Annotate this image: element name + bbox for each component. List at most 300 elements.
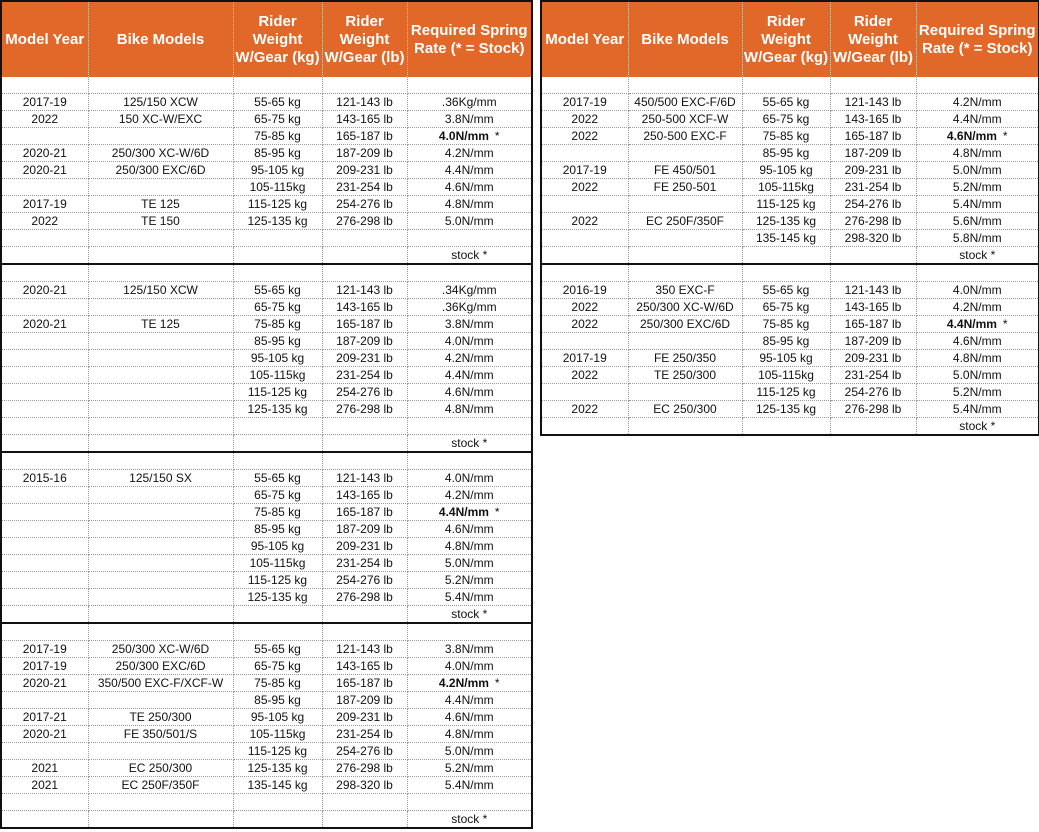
spring-rate-cell: 5.2N/mm <box>407 572 532 589</box>
bike-model-cell <box>628 264 742 282</box>
stock-marker: * <box>1002 317 1008 331</box>
weight-lb-cell: 143-165 lb <box>322 111 407 128</box>
weight-lb-cell: 121-143 lb <box>322 282 407 299</box>
spring-rate-cell: 4.8N/mm <box>407 726 532 743</box>
bike-model-cell: 250-500 EXC-F <box>628 128 742 145</box>
header-bike-models: Bike Models <box>628 1 742 77</box>
spring-rate-cell <box>407 264 532 282</box>
table-row <box>541 162 1039 179</box>
bike-model-cell: FE 250/350 <box>628 350 742 367</box>
bike-model-cell: 250/300 XC-W/6D <box>628 299 742 316</box>
table-row <box>1 589 532 606</box>
model-year-cell <box>541 145 628 162</box>
model-year-cell: 2017-19 <box>1 641 88 658</box>
stock-marker: * <box>494 129 500 143</box>
bike-model-cell: EC 250F/350F <box>628 213 742 230</box>
model-year-cell <box>1 555 88 572</box>
weight-lb-cell: 231-254 lb <box>322 367 407 384</box>
weight-lb-cell <box>322 264 407 282</box>
model-year-cell: 2017-19 <box>1 658 88 675</box>
weight-lb-cell <box>322 623 407 641</box>
table-row <box>541 264 1039 282</box>
bike-model-cell <box>88 452 233 470</box>
bike-model-cell: EC 250/300 <box>88 760 233 777</box>
weight-kg-cell: 65-75 kg <box>233 111 322 128</box>
weight-lb-cell: 121-143 lb <box>830 282 916 299</box>
table-row <box>1 794 532 811</box>
weight-kg-cell <box>742 247 830 265</box>
table-row <box>541 316 1039 333</box>
model-year-cell <box>1 743 88 760</box>
spring-rate-cell <box>407 504 532 521</box>
model-year-cell: 2017-19 <box>1 196 88 213</box>
weight-lb-cell: 276-298 lb <box>322 589 407 606</box>
model-year-cell: 2022 <box>541 179 628 196</box>
spring-rate-cell: 5.0N/mm <box>916 367 1039 384</box>
weight-lb-cell <box>322 794 407 811</box>
spring-rate-cell: 5.2N/mm <box>916 384 1039 401</box>
weight-lb-cell: 209-231 lb <box>322 538 407 555</box>
weight-lb-cell <box>322 811 407 829</box>
table-row <box>541 367 1039 384</box>
bike-model-cell <box>88 487 233 504</box>
bike-model-cell: 350 EXC-F <box>628 282 742 299</box>
bike-model-cell: 350/500 EXC-F/XCF-W <box>88 675 233 692</box>
table-row <box>1 196 532 213</box>
model-year-cell: 2021 <box>1 760 88 777</box>
weight-kg-cell: 105-115kg <box>233 367 322 384</box>
weight-kg-cell: 65-75 kg <box>742 299 830 316</box>
table-row <box>1 521 532 538</box>
model-year-cell: 2017-19 <box>1 94 88 111</box>
spring-rate-cell: 5.2N/mm <box>407 760 532 777</box>
model-year-cell: 2022 <box>1 111 88 128</box>
bike-model-cell <box>88 128 233 145</box>
table-row <box>1 623 532 641</box>
model-year-cell <box>1 435 88 453</box>
stock-rate-value: 4.0N/mm <box>438 129 489 143</box>
weight-lb-cell: 143-165 lb <box>830 111 916 128</box>
bike-model-cell <box>628 333 742 350</box>
model-year-cell <box>541 333 628 350</box>
stock-rate-value: 4.2N/mm <box>438 676 489 690</box>
bike-model-cell <box>628 384 742 401</box>
bike-model-cell <box>88 504 233 521</box>
bike-model-cell: 250/300 EXC/6D <box>88 162 233 179</box>
weight-kg-cell: 75-85 kg <box>742 316 830 333</box>
table-row <box>1 692 532 709</box>
spring-rate-cell: 3.8N/mm <box>407 641 532 658</box>
model-year-cell <box>1 418 88 435</box>
bike-model-cell <box>88 794 233 811</box>
table-row <box>1 213 532 230</box>
weight-lb-cell: 276-298 lb <box>830 401 916 418</box>
table-row <box>1 77 532 94</box>
weight-lb-cell: 231-254 lb <box>322 555 407 572</box>
model-year-cell: 2020-21 <box>1 316 88 333</box>
weight-kg-cell: 85-95 kg <box>742 145 830 162</box>
model-year-cell <box>541 418 628 436</box>
table-row <box>1 111 532 128</box>
spring-rate-cell: 4.8N/mm <box>407 401 532 418</box>
spring-rate-cell: stock * <box>916 247 1039 265</box>
weight-lb-cell: 143-165 lb <box>322 299 407 316</box>
table-row <box>1 162 532 179</box>
weight-kg-cell: 105-115kg <box>233 726 322 743</box>
weight-kg-cell <box>233 623 322 641</box>
weight-lb-cell: 298-320 lb <box>322 777 407 794</box>
spring-rate-cell: 5.8N/mm <box>916 230 1039 247</box>
weight-kg-cell: 65-75 kg <box>233 658 322 675</box>
weight-kg-cell: 115-125 kg <box>233 743 322 760</box>
weight-kg-cell: 65-75 kg <box>233 487 322 504</box>
weight-lb-cell: 254-276 lb <box>830 384 916 401</box>
stock-marker: * <box>494 676 500 690</box>
spring-rate-cell <box>407 230 532 247</box>
spring-rate-cell: 5.0N/mm <box>407 743 532 760</box>
weight-lb-cell: 121-143 lb <box>830 94 916 111</box>
table-row <box>541 350 1039 367</box>
weight-lb-cell: 187-209 lb <box>322 521 407 538</box>
table-row <box>1 470 532 487</box>
bike-model-cell <box>88 367 233 384</box>
model-year-cell: 2022 <box>541 213 628 230</box>
weight-kg-cell <box>233 435 322 453</box>
weight-lb-cell: 276-298 lb <box>322 213 407 230</box>
bike-model-cell <box>88 350 233 367</box>
weight-kg-cell: 125-135 kg <box>233 760 322 777</box>
spring-rate-cell: 4.8N/mm <box>916 350 1039 367</box>
spring-rate-cell <box>916 128 1039 145</box>
weight-lb-cell: 143-165 lb <box>830 299 916 316</box>
spring-rate-cell: 4.6N/mm <box>407 384 532 401</box>
bike-model-cell <box>88 179 233 196</box>
spring-rate-cell: 4.0N/mm <box>407 333 532 350</box>
spring-rate-cell <box>407 128 532 145</box>
weight-kg-cell: 105-115kg <box>233 179 322 196</box>
weight-lb-cell: 209-231 lb <box>322 162 407 179</box>
bike-model-cell: 250-500 XCF-W <box>628 111 742 128</box>
model-year-cell: 2021 <box>1 777 88 794</box>
bike-model-cell <box>88 692 233 709</box>
spring-rate-cell: 4.0N/mm <box>407 658 532 675</box>
bike-model-cell <box>628 145 742 162</box>
spring-rate-cell: 4.2N/mm <box>407 145 532 162</box>
model-year-cell <box>541 230 628 247</box>
weight-kg-cell: 85-95 kg <box>233 692 322 709</box>
spring-rate-cell: 4.0N/mm <box>407 470 532 487</box>
spring-rate-cell: 5.6N/mm <box>916 213 1039 230</box>
table-row <box>1 128 532 145</box>
table-row <box>541 401 1039 418</box>
bike-model-cell <box>88 384 233 401</box>
table-row <box>541 196 1039 213</box>
weight-lb-cell: 254-276 lb <box>830 196 916 213</box>
spring-rate-cell: 4.6N/mm <box>916 333 1039 350</box>
spring-rate-cell <box>407 77 532 94</box>
spring-rate-cell: 3.8N/mm <box>407 111 532 128</box>
weight-lb-cell: 254-276 lb <box>322 196 407 213</box>
model-year-cell <box>1 77 88 94</box>
table-row <box>1 282 532 299</box>
spring-rate-cell <box>407 623 532 641</box>
weight-kg-cell: 55-65 kg <box>742 282 830 299</box>
weight-lb-cell: 254-276 lb <box>322 384 407 401</box>
table-row <box>1 264 532 282</box>
spring-rate-cell: 4.2N/mm <box>407 350 532 367</box>
bike-model-cell <box>88 572 233 589</box>
bike-model-cell: 250/300 EXC/6D <box>88 658 233 675</box>
table-row <box>1 641 532 658</box>
weight-kg-cell: 75-85 kg <box>233 316 322 333</box>
bike-model-cell <box>88 521 233 538</box>
table-row <box>1 401 532 418</box>
weight-kg-cell: 55-65 kg <box>233 641 322 658</box>
weight-lb-cell: 165-187 lb <box>322 128 407 145</box>
bike-model-cell <box>88 401 233 418</box>
weight-kg-cell: 115-125 kg <box>742 384 830 401</box>
weight-lb-cell: 143-165 lb <box>322 487 407 504</box>
table-row <box>1 760 532 777</box>
weight-lb-cell <box>322 435 407 453</box>
spring-rate-cell: 4.6N/mm <box>407 521 532 538</box>
spring-rate-cell: 5.0N/mm <box>407 555 532 572</box>
bike-model-cell <box>628 230 742 247</box>
weight-lb-cell: 187-209 lb <box>830 333 916 350</box>
weight-lb-cell: 276-298 lb <box>322 401 407 418</box>
weight-kg-cell: 85-95 kg <box>233 333 322 350</box>
model-year-cell: 2017-21 <box>1 709 88 726</box>
model-year-cell: 2022 <box>541 128 628 145</box>
bike-model-cell: 150 XC-W/EXC <box>88 111 233 128</box>
weight-lb-cell: 121-143 lb <box>322 94 407 111</box>
spring-rate-cell: 4.4N/mm <box>916 111 1039 128</box>
weight-lb-cell <box>830 77 916 94</box>
weight-kg-cell: 75-85 kg <box>742 128 830 145</box>
header-bike-models: Bike Models <box>88 1 233 77</box>
bike-model-cell <box>88 555 233 572</box>
weight-kg-cell <box>742 264 830 282</box>
spring-rate-cell <box>407 452 532 470</box>
table-row <box>1 230 532 247</box>
spring-rate-cell: 4.0N/mm <box>916 282 1039 299</box>
bike-model-cell: TE 150 <box>88 213 233 230</box>
table-row <box>1 384 532 401</box>
model-year-cell <box>541 77 628 94</box>
table-row <box>541 77 1039 94</box>
bike-model-cell: EC 250/300 <box>628 401 742 418</box>
header-spring-rate: Required Spring Rate (* = Stock) <box>916 1 1039 77</box>
weight-kg-cell: 135-145 kg <box>742 230 830 247</box>
weight-kg-cell: 125-135 kg <box>742 401 830 418</box>
weight-lb-cell: 165-187 lb <box>322 316 407 333</box>
weight-kg-cell <box>233 794 322 811</box>
model-year-cell <box>1 606 88 624</box>
weight-kg-cell: 95-105 kg <box>233 350 322 367</box>
spring-rate-cell: .34Kg/mm <box>407 282 532 299</box>
weight-kg-cell: 125-135 kg <box>233 589 322 606</box>
table-row <box>541 333 1039 350</box>
bike-model-cell <box>88 247 233 265</box>
model-year-cell: 2020-21 <box>1 282 88 299</box>
table-row <box>1 418 532 435</box>
weight-lb-cell: 231-254 lb <box>322 726 407 743</box>
weight-kg-cell: 125-135 kg <box>233 401 322 418</box>
weight-lb-cell: 187-209 lb <box>830 145 916 162</box>
model-year-cell <box>1 264 88 282</box>
model-year-cell: 2016-19 <box>541 282 628 299</box>
weight-lb-cell: 298-320 lb <box>830 230 916 247</box>
weight-lb-cell <box>322 247 407 265</box>
weight-lb-cell: 187-209 lb <box>322 333 407 350</box>
spring-rate-cell: 5.4N/mm <box>407 589 532 606</box>
model-year-cell: 2020-21 <box>1 145 88 162</box>
spring-rate-cell <box>916 316 1039 333</box>
weight-lb-cell: 121-143 lb <box>322 470 407 487</box>
model-year-cell <box>1 367 88 384</box>
weight-lb-cell: 209-231 lb <box>322 350 407 367</box>
weight-kg-cell: 95-105 kg <box>233 162 322 179</box>
weight-kg-cell: 95-105 kg <box>233 709 322 726</box>
weight-kg-cell: 115-125 kg <box>233 384 322 401</box>
weight-kg-cell <box>233 452 322 470</box>
table-row <box>1 606 532 624</box>
table-row <box>1 145 532 162</box>
weight-kg-cell: 55-65 kg <box>233 470 322 487</box>
bike-model-cell <box>628 418 742 436</box>
bike-model-cell <box>88 230 233 247</box>
weight-kg-cell: 85-95 kg <box>233 521 322 538</box>
table-row <box>1 555 532 572</box>
table-row <box>1 333 532 350</box>
table-row <box>1 316 532 333</box>
weight-kg-cell: 105-115kg <box>742 179 830 196</box>
weight-lb-cell <box>322 606 407 624</box>
model-year-cell: 2017-19 <box>541 162 628 179</box>
table-row <box>1 299 532 316</box>
weight-lb-cell <box>830 247 916 265</box>
model-year-cell: 2020-21 <box>1 675 88 692</box>
stock-marker: * <box>494 505 500 519</box>
weight-kg-cell <box>233 811 322 829</box>
spring-rate-cell: 4.6N/mm <box>407 179 532 196</box>
model-year-cell <box>1 128 88 145</box>
model-year-cell <box>1 299 88 316</box>
weight-kg-cell <box>233 77 322 94</box>
weight-kg-cell: 55-65 kg <box>233 94 322 111</box>
weight-lb-cell: 254-276 lb <box>322 572 407 589</box>
weight-lb-cell: 231-254 lb <box>830 367 916 384</box>
spring-rate-cell: 4.8N/mm <box>407 538 532 555</box>
bike-model-cell <box>88 435 233 453</box>
table-row <box>1 247 532 265</box>
stock-rate-value: 4.4N/mm <box>946 317 997 331</box>
weight-kg-cell: 75-85 kg <box>233 675 322 692</box>
weight-lb-cell: 187-209 lb <box>322 692 407 709</box>
weight-lb-cell: 254-276 lb <box>322 743 407 760</box>
weight-kg-cell <box>742 418 830 436</box>
weight-lb-cell: 209-231 lb <box>830 162 916 179</box>
table-row <box>1 94 532 111</box>
bike-model-cell <box>88 333 233 350</box>
weight-kg-cell <box>233 606 322 624</box>
spring-rate-cell: 5.0N/mm <box>407 213 532 230</box>
bike-model-cell: FE 350/501/S <box>88 726 233 743</box>
model-year-cell: 2015-16 <box>1 470 88 487</box>
spring-rate-cell <box>916 264 1039 282</box>
bike-model-cell <box>88 606 233 624</box>
weight-lb-cell: 276-298 lb <box>322 760 407 777</box>
spring-rate-cell: 4.4N/mm <box>407 692 532 709</box>
weight-kg-cell: 105-115kg <box>233 555 322 572</box>
bike-model-cell <box>628 77 742 94</box>
table-row <box>541 128 1039 145</box>
header-weight-lb: Rider Weight W/Gear (lb) <box>322 1 407 77</box>
table-row <box>541 230 1039 247</box>
bike-model-cell <box>628 196 742 213</box>
bike-model-cell: TE 125 <box>88 196 233 213</box>
bike-model-cell <box>88 264 233 282</box>
table-row <box>541 384 1039 401</box>
stock-rate-value: 4.6N/mm <box>946 129 997 143</box>
model-year-cell: 2022 <box>541 401 628 418</box>
stock-marker: * <box>1002 129 1008 143</box>
model-year-cell <box>1 811 88 829</box>
spring-rate-cell: stock * <box>407 435 532 453</box>
weight-kg-cell: 135-145 kg <box>233 777 322 794</box>
spring-rate-cell <box>916 77 1039 94</box>
model-year-cell <box>541 264 628 282</box>
bike-model-cell <box>88 538 233 555</box>
bike-model-cell: 250/300 XC-W/6D <box>88 641 233 658</box>
header-model-year: Model Year <box>541 1 628 77</box>
table-row <box>1 435 532 453</box>
bike-model-cell: 250/300 XC-W/6D <box>88 145 233 162</box>
weight-lb-cell: 165-187 lb <box>830 128 916 145</box>
table-row <box>1 487 532 504</box>
model-year-cell: 2022 <box>541 367 628 384</box>
table-row <box>1 350 532 367</box>
stock-rate-value: 4.4N/mm <box>438 505 489 519</box>
spring-rate-cell: 5.4N/mm <box>407 777 532 794</box>
weight-kg-cell: 75-85 kg <box>233 504 322 521</box>
weight-kg-cell <box>233 247 322 265</box>
model-year-cell <box>541 247 628 265</box>
spring-rate-cell <box>407 794 532 811</box>
table-row <box>541 247 1039 265</box>
spring-rate-cell <box>407 418 532 435</box>
table-row <box>541 111 1039 128</box>
weight-lb-cell: 165-187 lb <box>322 675 407 692</box>
model-year-cell: 2022 <box>541 316 628 333</box>
weight-kg-cell <box>742 77 830 94</box>
bike-model-cell: 125/150 XCW <box>88 282 233 299</box>
spring-rate-cell: 3.8N/mm <box>407 316 532 333</box>
model-year-cell: 2020-21 <box>1 162 88 179</box>
model-year-cell: 2017-19 <box>541 94 628 111</box>
bike-model-cell: TE 250/300 <box>88 709 233 726</box>
bike-model-cell: TE 125 <box>88 316 233 333</box>
table-row <box>1 743 532 760</box>
bike-model-cell <box>628 247 742 265</box>
bike-model-cell <box>88 623 233 641</box>
weight-lb-cell: 121-143 lb <box>322 641 407 658</box>
table-row <box>541 299 1039 316</box>
model-year-cell <box>1 452 88 470</box>
model-year-cell <box>1 333 88 350</box>
spring-rate-cell: 4.8N/mm <box>916 145 1039 162</box>
weight-kg-cell: 115-125 kg <box>233 572 322 589</box>
